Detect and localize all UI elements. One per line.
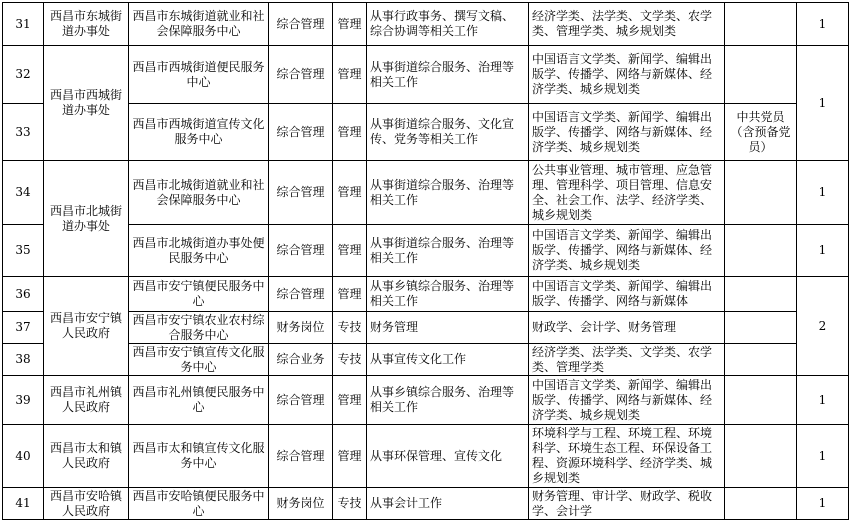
table-row: [3, 425, 849, 488]
table-row: [3, 277, 849, 312]
unit-cell: 西昌市北城街道办事处便民服务中心: [129, 225, 269, 277]
row-number: 38: [3, 344, 44, 376]
table-row: [3, 46, 849, 104]
major-cell: 公共事业管理、城市管理、应急管理、管理科学、项目管理、信息安全、社会工作、法学、经济学类、城乡规划类: [529, 161, 725, 225]
duty-cell: 从事宣传文化工作: [367, 344, 529, 376]
other-cell: [725, 312, 797, 344]
table-row: [3, 3, 849, 46]
category-cell: 综合管理: [269, 161, 333, 225]
category-cell: 财务岗位: [269, 312, 333, 344]
row-number: 39: [3, 376, 44, 425]
other-cell: [725, 488, 797, 520]
count-cell: 1: [797, 488, 849, 520]
category-cell: 综合业务: [269, 344, 333, 376]
type-cell: 管理: [333, 376, 367, 425]
major-cell: 中国语言文学类、新闻学、编辑出版学、传播学、网络与新媒体、经济学类、城乡规划类: [529, 225, 725, 277]
row-number: 31: [3, 3, 44, 46]
category-cell: 综合管理: [269, 277, 333, 312]
unit-cell: 西昌市礼州镇便民服务中心: [129, 376, 269, 425]
count-cell: 2: [797, 277, 849, 376]
type-cell: 专技: [333, 344, 367, 376]
major-cell: 财政学、会计学、财务管理: [529, 312, 725, 344]
duty-cell: 从事会计工作: [367, 488, 529, 520]
count-cell: 1: [797, 161, 849, 225]
department-cell: 西昌市安哈镇人民政府: [44, 488, 129, 520]
category-cell: 综合管理: [269, 425, 333, 488]
type-cell: 管理: [333, 277, 367, 312]
unit-cell: 西昌市北城街道就业和社会保障服务中心: [129, 161, 269, 225]
other-cell: [725, 3, 797, 46]
table-row: [3, 344, 849, 376]
count-cell: 1: [797, 376, 849, 425]
duty-cell: 从事行政事务、撰写文稿、综合协调等相关工作: [367, 3, 529, 46]
major-cell: 中国语言文学类、新闻学、编辑出版学、传播学、网络与新媒体、经济学类、城乡规划类: [529, 104, 725, 161]
unit-cell: 西昌市西城街道宣传文化服务中心: [129, 104, 269, 161]
unit-cell: 西昌市安宁镇农业农村综合服务中心: [129, 312, 269, 344]
duty-cell: 从事街道综合服务、文化宣传、党务等相关工作: [367, 104, 529, 161]
unit-cell: 西昌市安宁镇宣传文化服务中心: [129, 344, 269, 376]
other-cell: [725, 277, 797, 312]
category-cell: 综合管理: [269, 225, 333, 277]
major-cell: 中国语言文学类、新闻学、编辑出版学、传播学、网络与新媒体、经济学类、城乡规划类: [529, 46, 725, 104]
department-cell: 西昌市太和镇人民政府: [44, 425, 129, 488]
other-cell: [725, 344, 797, 376]
major-cell: 经济学类、法学类、文学类、农学类、管理学类、城乡规划类: [529, 3, 725, 46]
row-number: 33: [3, 104, 44, 161]
major-cell: 中国语言文学类、新闻学、编辑出版学、传播学、网络与新媒体、经济学类、城乡规划类: [529, 376, 725, 425]
table-row: [3, 225, 849, 277]
type-cell: 管理: [333, 46, 367, 104]
other-cell: [725, 161, 797, 225]
other-cell: [725, 225, 797, 277]
row-number: 40: [3, 425, 44, 488]
count-cell: 1: [797, 3, 849, 46]
duty-cell: 从事乡镇综合服务、治理等相关工作: [367, 376, 529, 425]
table-row: [3, 312, 849, 344]
unit-cell: 西昌市安宁镇便民服务中心: [129, 277, 269, 312]
unit-cell: 西昌市西城街道便民服务中心: [129, 46, 269, 104]
duty-cell: 从事街道综合服务、治理等相关工作: [367, 225, 529, 277]
major-cell: 财务管理、审计学、财政学、税收学、会计学: [529, 488, 725, 520]
other-cell: [725, 425, 797, 488]
category-cell: 综合管理: [269, 46, 333, 104]
unit-cell: 西昌市太和镇宣传文化服务中心: [129, 425, 269, 488]
row-number: 35: [3, 225, 44, 277]
duty-cell: 从事街道综合服务、治理等相关工作: [367, 161, 529, 225]
category-cell: 财务岗位: [269, 488, 333, 520]
other-cell: [725, 376, 797, 425]
count-cell: 1: [797, 225, 849, 277]
row-number: 41: [3, 488, 44, 520]
major-cell: 环境科学与工程、环境工程、环境科学、环境生态工程、环保设备工程、资源环境科学、经济学类、城乡规划类: [529, 425, 725, 488]
duty-cell: 从事乡镇综合服务、治理等相关工作: [367, 277, 529, 312]
duty-cell: 从事街道综合服务、治理等相关工作: [367, 46, 529, 104]
category-cell: 综合管理: [269, 104, 333, 161]
type-cell: 管理: [333, 3, 367, 46]
unit-cell: 西昌市安哈镇便民服务中心: [129, 488, 269, 520]
major-cell: 中国语言文学类、新闻学、编辑出版学、传播学、网络与新媒体: [529, 277, 725, 312]
unit-cell: 西昌市东城街道就业和社会保障服务中心: [129, 3, 269, 46]
count-cell: 1: [797, 46, 849, 161]
count-cell: 1: [797, 425, 849, 488]
table-row: [3, 488, 849, 520]
major-cell: 经济学类、法学类、文学类、农学类、管理学类: [529, 344, 725, 376]
type-cell: 管理: [333, 104, 367, 161]
row-number: 32: [3, 46, 44, 104]
table-row: [3, 104, 849, 161]
type-cell: 管理: [333, 161, 367, 225]
type-cell: 专技: [333, 488, 367, 520]
type-cell: 管理: [333, 425, 367, 488]
duty-cell: 财务管理: [367, 312, 529, 344]
type-cell: 管理: [333, 225, 367, 277]
department-cell: 西昌市东城街道办事处: [44, 3, 129, 46]
type-cell: 专技: [333, 312, 367, 344]
table-row: [3, 161, 849, 225]
row-number: 37: [3, 312, 44, 344]
other-cell: [725, 46, 797, 104]
row-number: 36: [3, 277, 44, 312]
duty-cell: 从事环保管理、宣传文化: [367, 425, 529, 488]
department-cell: 西昌市礼州镇人民政府: [44, 376, 129, 425]
department-cell: 西昌市安宁镇人民政府: [44, 277, 129, 376]
other-cell: 中共党员（含预备党员）: [725, 104, 797, 161]
department-cell: 西昌市西城街道办事处: [44, 46, 129, 161]
positions-table: [2, 2, 849, 520]
row-number: 34: [3, 161, 44, 225]
category-cell: 综合管理: [269, 3, 333, 46]
department-cell: 西昌市北城街道办事处: [44, 161, 129, 277]
category-cell: 综合管理: [269, 376, 333, 425]
table-row: [3, 376, 849, 425]
